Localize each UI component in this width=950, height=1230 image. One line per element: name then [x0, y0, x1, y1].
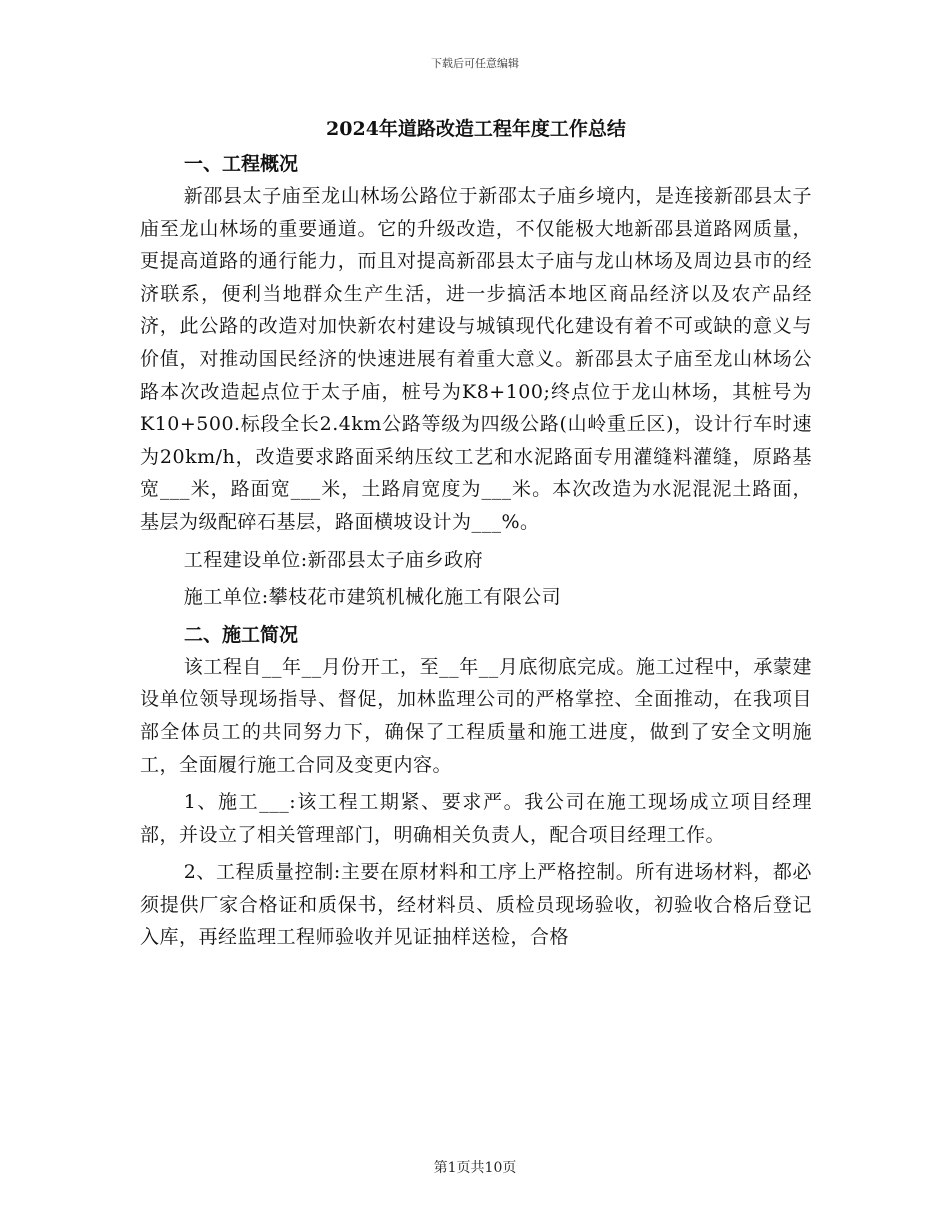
construction-item-2: 2、工程质量控制:主要在原材料和工序上严格控制。所有进场材料，都必须提供厂家合格证和质保书，经材料员、质检员现场验收，初验收合格后登记入库，再经监理工程师验收并见证抽样送检，合格 — [140, 861, 812, 949]
page-footer: 第1页共10页 — [433, 1160, 517, 1176]
builder-line: 工程建设单位:新邵县太子庙乡政府 — [183, 548, 484, 571]
section-heading-overview: 一、工程概况 — [184, 153, 299, 175]
header-note: 下载后可任意编辑 — [431, 57, 519, 70]
document-body — [140, 114, 812, 954]
overview-paragraph: 新邵县太子庙至龙山林场公路位于新邵太子庙乡境内，是连接新邵县太子庙至龙山林场的重要通道。它的升级改造，不仅能极大地新邵县道路网质量，更提高道路的通行能力，而且对提高新邵县太子庙与龙山林场及周边县市的经济联系，便利当地群众生产生活，进一步搞活本地区商品经济以及农产品经济，此公路的改造对加快新农村建设与城镇现代化建设有着不可或缺的意义与价值，对推动国民经济的快速进展有着重大意义。新邵县太子庙至龙山林场公路本次改造起点位于太子庙，桩号为K8+100;终点位于龙山林场，其桩号为K10+500.标段全长2.4km公路等级为四级公路(山岭重丘区)，设计行车时速为20km/h，改造要求路面采纳压纹工艺和水泥路面专用灌缝料灌缝，原路基宽___米，路面宽___米，土路肩宽度为___米。本次改造为水泥混泥土路面，基层为级配碎石基层，路面横坡设计为___%。 — [140, 185, 812, 533]
section-heading-construction: 二、施工简况 — [184, 623, 299, 646]
construction-item-1: 1、施工___:该工程工期紧、要求严。我公司在施工现场成立项目经理部，并设立了相关管理部门，明确相关负责人，配合项目经理工作。 — [140, 791, 812, 846]
contractor-line: 施工单位:攀枝花市建筑机械化施工有限公司 — [183, 586, 562, 609]
construction-paragraph: 该工程自__年__月份开工，至__年__月底彻底完成。施工过程中，承蒙建设单位领导现场指导、督促，加林监理公司的严格掌控、全面推动，在我项目部全体员工的共同努力下，确保了工程质量和施工进度，做到了安全文明施工，全面履行施工合同及变更内容。 — [140, 655, 812, 776]
document-title: 2024年道路改造工程年度工作总结 — [326, 118, 626, 140]
